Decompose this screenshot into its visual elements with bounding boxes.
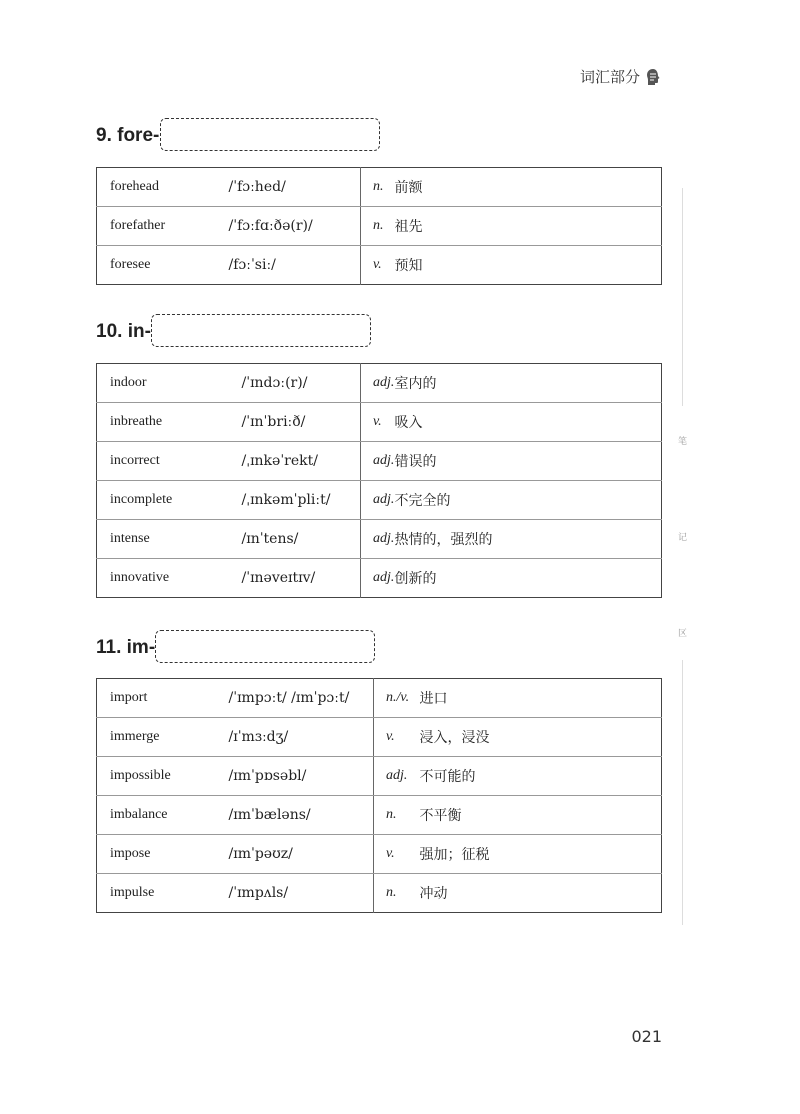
vocab-phonetic: /ˈɪmpɔːt/ /ɪmˈpɔːt/ <box>229 679 374 718</box>
vocab-meaning: 强加；征税 <box>420 835 662 874</box>
vocab-part-of-speech: n. <box>361 168 395 207</box>
table-row <box>97 403 662 442</box>
table-row <box>97 207 662 246</box>
vocab-part-of-speech: v. <box>361 403 395 442</box>
notes-margin-label: 区 <box>678 629 688 639</box>
table-row <box>97 718 662 757</box>
vocab-phonetic: /ɪˈmɜːdʒ/ <box>229 718 374 757</box>
head-icon <box>646 68 660 86</box>
table-row <box>97 679 662 718</box>
vocab-table-fore <box>96 167 662 285</box>
vocab-part-of-speech: v. <box>374 835 420 874</box>
table-row <box>97 246 662 285</box>
vocab-meaning: 预知 <box>394 258 423 274</box>
vocab-phonetic: /ˈɪnˈbriːð/ <box>242 403 361 442</box>
table-row <box>97 520 662 559</box>
vocab-part-of-speech: n. <box>374 796 420 835</box>
table-row <box>97 874 662 913</box>
vocab-part-of-speech: adj. <box>374 757 420 796</box>
table-row <box>97 364 662 403</box>
vocab-word: inbreathe <box>97 403 242 442</box>
vocab-part-of-speech: n. <box>374 874 420 913</box>
table-row <box>97 796 662 835</box>
vocab-meaning: 创新的 <box>394 571 437 587</box>
vocab-phonetic: /ˈɪndɔː(r)/ <box>242 364 361 403</box>
vocab-phonetic: /ˈɪmpʌls/ <box>228 885 289 901</box>
notes-margin-line <box>682 660 683 925</box>
table-row <box>97 481 662 520</box>
vocab-part-of-speech: n. <box>361 207 395 246</box>
vocab-word: impulse <box>110 885 155 900</box>
vocab-phonetic: /ɪmˈpɒsəbl/ <box>229 757 374 796</box>
vocab-meaning: 浸入，浸没 <box>420 718 662 757</box>
vocab-phonetic: /ɪmˈpəʊz/ <box>229 835 374 874</box>
notes-margin-label: 笔 <box>678 437 688 447</box>
vocab-table-in <box>96 363 662 598</box>
vocab-word: imbalance <box>97 796 229 835</box>
vocab-part-of-speech: adj. <box>361 364 395 403</box>
vocab-word: foresee <box>110 257 151 272</box>
vocab-phonetic: /fɔːˈsiː/ <box>228 257 276 273</box>
vocab-table-im <box>96 678 662 913</box>
table-row <box>97 559 662 598</box>
vocab-meaning: 室内的 <box>395 364 662 403</box>
section-title-in: 10. in- <box>96 321 151 342</box>
vocab-part-of-speech: adj. <box>361 559 395 598</box>
vocab-meaning: 不完全的 <box>395 481 662 520</box>
prefix-meaning-blank[interactable] <box>151 314 371 347</box>
vocab-part-of-speech: n./v. <box>374 679 420 718</box>
vocab-phonetic: /ˈfɔːhed/ <box>229 168 361 207</box>
vocab-part-of-speech: adj. <box>361 481 395 520</box>
page-number: 021 <box>631 1027 662 1046</box>
vocab-meaning: 前额 <box>395 168 662 207</box>
table-row <box>97 835 662 874</box>
table-row <box>97 442 662 481</box>
vocab-phonetic: /ɪnˈtens/ <box>242 520 361 559</box>
vocab-word: incorrect <box>97 442 242 481</box>
vocab-meaning: 不可能的 <box>420 757 662 796</box>
prefix-meaning-blank[interactable] <box>160 118 380 151</box>
vocab-meaning: 冲动 <box>419 886 448 902</box>
vocab-meaning: 进口 <box>420 679 662 718</box>
notes-margin-line <box>682 188 683 406</box>
vocab-phonetic: /ɪmˈbæləns/ <box>229 796 374 835</box>
vocab-word: impose <box>97 835 229 874</box>
vocab-meaning: 祖先 <box>395 207 662 246</box>
vocab-word: incomplete <box>97 481 242 520</box>
vocab-phonetic: /ˌɪnkəˈrekt/ <box>242 442 361 481</box>
page-header-title: 词汇部分 <box>579 68 640 86</box>
vocab-meaning: 错误的 <box>395 442 662 481</box>
vocab-part-of-speech: adj. <box>361 442 395 481</box>
vocab-phonetic: /ˈɪnəveɪtɪv/ <box>241 570 316 586</box>
vocab-word: immerge <box>97 718 229 757</box>
vocab-word: forefather <box>97 207 229 246</box>
vocab-part-of-speech: adj. <box>361 520 395 559</box>
notes-margin-label: 记 <box>678 533 688 543</box>
vocab-phonetic: /ˈfɔːfɑːðə(r)/ <box>229 207 361 246</box>
vocab-meaning: 热情的，强烈的 <box>395 520 662 559</box>
vocab-part-of-speech: v. <box>361 246 395 285</box>
vocab-word: indoor <box>97 364 242 403</box>
vocab-part-of-speech: v. <box>374 718 420 757</box>
vocab-meaning: 不平衡 <box>420 796 662 835</box>
vocab-word: import <box>97 679 229 718</box>
table-row <box>97 757 662 796</box>
vocab-word: forehead <box>97 168 229 207</box>
vocab-phonetic: /ˌɪnkəmˈpliːt/ <box>242 481 361 520</box>
vocab-word: innovative <box>110 570 170 585</box>
table-row <box>97 168 662 207</box>
vocab-word: intense <box>97 520 242 559</box>
section-title-im: 11. im- <box>96 637 156 658</box>
vocab-word: impossible <box>97 757 229 796</box>
prefix-meaning-blank[interactable] <box>155 630 375 663</box>
vocab-meaning: 吸入 <box>395 403 662 442</box>
section-title-fore: 9. fore- <box>96 125 160 146</box>
